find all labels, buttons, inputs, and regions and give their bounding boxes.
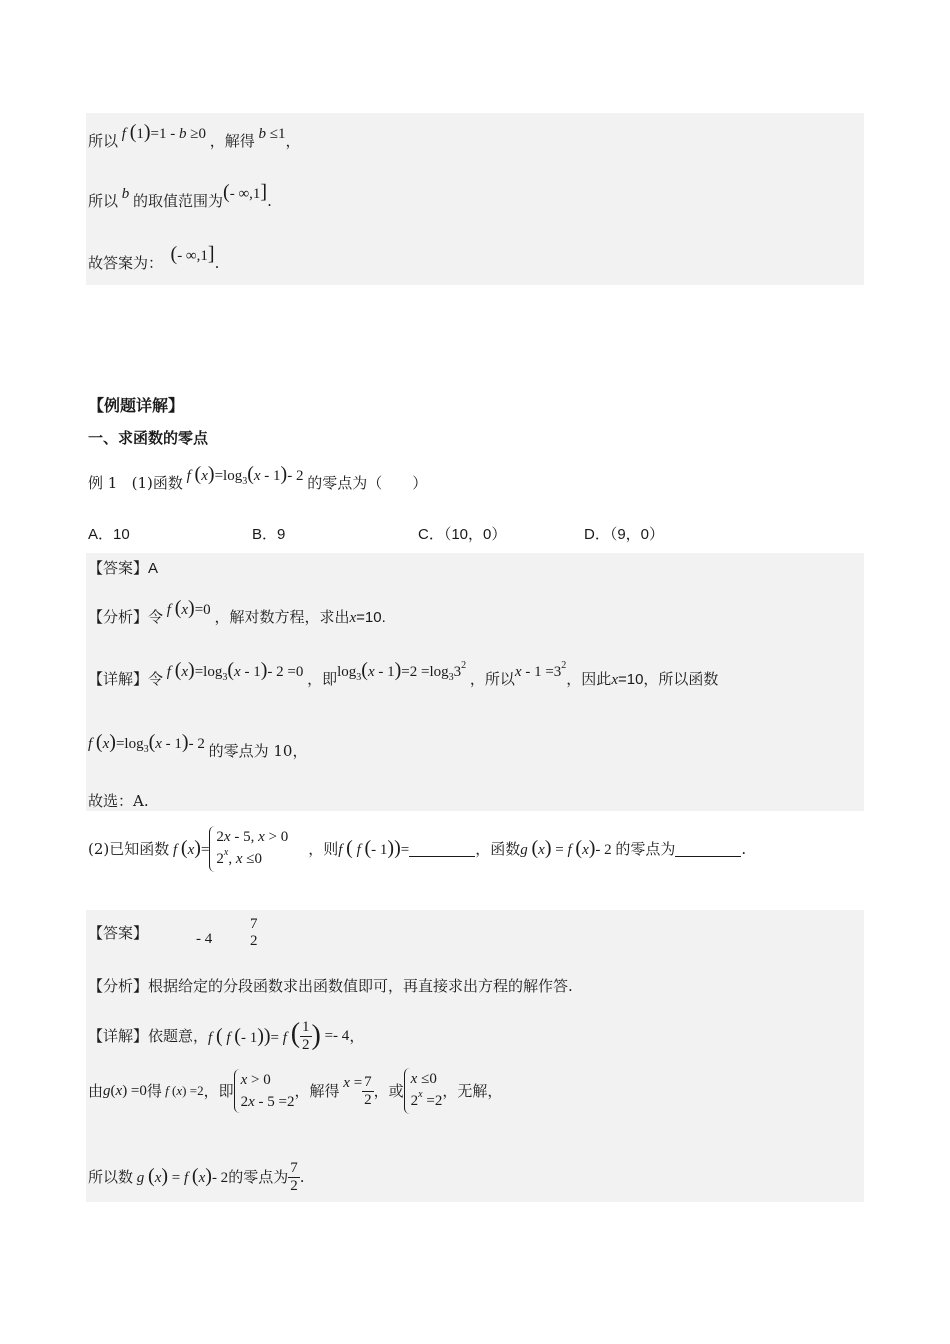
math-piecewise-def: f (x)= [169, 837, 210, 859]
ex1-analysis: 【分析】令 f (x)=0 ，解对数方程，求出x=10. [88, 597, 386, 626]
section-subtitle: 一、求函数的零点 [88, 429, 209, 447]
math-log-eq: $\log_3(x - 1)=2 =\log_33^2$ [337, 659, 467, 683]
section-title: 【例题详解】 [88, 396, 185, 415]
prev-line-2: 所以 b 的取值范围为(- ∞,1]. [88, 181, 272, 210]
ex2-conclusion: 所以数 g (x) = f (x)- 2的零点为 $\frac{7}{2}$ . [88, 1159, 305, 1194]
fraction-seven-halves: $\frac{7}{2}$ [364, 1073, 372, 1108]
prev-line-1: 所以 f (1)=1 - b ≥0 ，解得 b ≤1， [88, 121, 301, 150]
blank-2[interactable] [675, 842, 741, 857]
case-system-positive: x > 0 2x - 5 =2 [234, 1069, 295, 1113]
fraction-zero: $\frac{7}{2}$ [290, 1159, 298, 1194]
option-a: A．10 [88, 526, 130, 543]
math-ff-minus-1: f ( f (- 1))= [338, 837, 410, 859]
math-gx-def: g (x) = f (x)- 2 [520, 837, 612, 859]
case-system-nonpositive: x ≤0 $2^x =2$ [404, 1068, 443, 1114]
math-x-minus-1: $x - 1 =3^2$ [514, 660, 567, 680]
option-b: B．9 [252, 526, 286, 543]
math-interval-answer: (- ∞,1] [170, 243, 215, 265]
math-f1-condition: f (1)=1 - b ≥0 [118, 121, 206, 143]
math-log-function-repeat: f $(x)=\log_3(x - 1)-$ 2 [88, 731, 205, 755]
ex2-detail: 【详解】依题意，f ( f (- 1))= f ( $\frac{1}{2}$ ) =- 4， [88, 1018, 365, 1053]
math-ff-value: f ( f (- 1))= f ( [208, 1018, 301, 1049]
ex1-detail-2: f $(x)=\log_3(x - 1)-$ 2 的零点为 10， [88, 731, 308, 760]
example2-question: (2)已知函数 f (x)=2x - 5, x > 0 2$^x$, x ≤0，则f ( f (- 1))= ，函数g (x) = f (x)- 2 的零点为 . [88, 826, 746, 872]
ex1-choose: 故选：A. [88, 792, 149, 810]
blank-1[interactable] [409, 842, 475, 857]
option-d: D．（9，0） [584, 526, 665, 543]
math-fx-eq-0: f (x)=0 [163, 597, 211, 619]
math-detail-eq: f $(x)=\log_3(x - 1)-$ 2 =0 [163, 659, 304, 683]
math-b-le-1: b ≤1 [254, 126, 286, 142]
piecewise-system: 2x - 5, x > 0 2$^x$, x ≤0 [209, 826, 288, 872]
ex1-answer: 【答案】A [88, 559, 159, 577]
math-log-function: f $(x)=\log_3(x - 1)-$ 2 [182, 463, 304, 487]
ex2-analysis: 【分析】根据给定的分段函数求出函数值即可，再直接求出方程的解作答. [88, 977, 573, 995]
ex2-answer: 【答案】 - 4 7 2 [88, 916, 258, 949]
fraction-half: $\frac{1}{2}$ [302, 1018, 310, 1053]
math-b: b [118, 186, 134, 202]
ex2-detail-2: 由g(x) =0得 f (x) =2，即x > 0 2x - 5 =2，解得 x = $\frac{7}{2}$ ，或x ≤0 $2^x =2$，无解， [88, 1068, 502, 1114]
ex1-detail: 【详解】令 f $(x)=\log_3(x - 1)-$ 2 =0 ，即$\log_3(x - 1)=2 =\log_33^2$ ，所以$x - 1 =3^2$，因此x=10，所以函数 [88, 659, 719, 688]
prev-line-3: 故答案为： (- ∞,1]. [88, 243, 220, 272]
option-c: C．（10，0） [418, 526, 507, 543]
answer-fraction: 7 2 [250, 916, 258, 949]
math-interval: (- ∞,1] [223, 181, 268, 203]
example1-question: 例 1 (1)函数 f $(x)=\log_3(x - 1)-$ 2 的零点为（ ） [88, 463, 428, 492]
